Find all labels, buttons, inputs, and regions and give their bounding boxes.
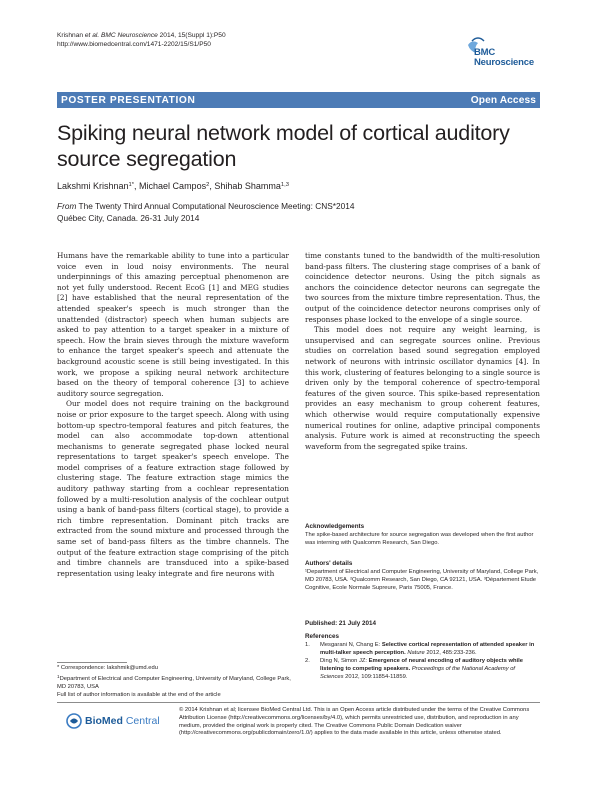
title-line-2: source segregation [57,147,237,171]
author-affil-sup: 1* [128,182,135,188]
reference-journal: Proceedings of the National Academy of Sciences [320,665,516,680]
reference-item [305,658,540,682]
footer-divider [57,702,540,703]
correspondence-footnote [57,665,297,700]
author-affil-sup: 2 [206,182,210,188]
meeting-name: The Twenty Third Annual Computational Neuroscience Meeting: CNS*2014 [76,201,355,211]
body-column-left [57,251,289,579]
author-sep: , [209,181,215,191]
body-paragraph: Humans have the remarkable ability to tune into a particular voice even in loud noisy environments. The neural underpinnings of this amazing perceptual phenomenon are not yet fully understood. Recent EcoG [1] and MEG studies [2] have established that the neural representation of the attended speaker's speech is much stronger than the unattended (distractor) speech when human subjects are asked to pay attention to a target speaker in a mixture of speech. How the brain sieves through the mixture waveform to enhance the target speaker's speech and attenuate the background acoustic scene is still being investigated. In this work, we propose a spiking neural network architecture based on the theory of temporal coherence [3] to achieve auditory source segregation. [57,251,289,398]
reference-authors: Mesgarani N, Chang E: [320,642,382,648]
reference-authors: Ding N, Simon JZ: [320,657,369,664]
article-title [57,120,540,172]
article-type: POSTER PRESENTATION [61,94,196,106]
acknowledgements-heading: Acknowledgements [305,523,365,530]
license-text: © 2014 Krishnan et al; licensee BioMed Central Ltd. This is an Open Access article distributed under the terms of the Creative Commons Attribution License (http://creativecommons.org/licenses/by/4.0), which permits unrestricted use, distribution, and reproduction in any medium, provided the original work is properly cited. The Creative Commons Public Domain Dedication waiver (http://creativecommons.org/publicdomain/zero/1.0/) applies to the data made available in this article, unless otherwise stated. [179,707,530,737]
published-date: Published: 21 July 2014 [305,620,377,627]
authors-details-section [305,560,540,593]
meeting-location: Québec City, Canada. 26-31 July 2014 [57,212,200,223]
published-section [305,620,540,627]
citation-volume: 2014, 15(Suppl 1):P50 [157,32,226,39]
author-name[interactable]: Shihab Shamma [214,181,281,191]
correspondence-affiliation: Department of Electrical and Computer Engineering, University of Maryland, College Park, MD 20783, USA [57,675,291,690]
citation-journal: et al. BMC Neuroscience [84,32,158,39]
biomed-central-logo [66,713,176,729]
correspondence-email[interactable]: * Correspondence: lakshmik@umd.edu [57,665,158,671]
reference-title: Selective cortical representation of attended speaker in multi-talker speech perception. [320,642,535,656]
logo-line-2: Neuroscience [474,57,534,68]
author-sep: , [134,181,140,191]
author-info-note: Full list of author information is available at the end of the article [57,691,221,698]
body-column-right [305,251,540,452]
biomed-central-icon [66,713,82,729]
references-section [305,633,540,682]
citation-authors: Krishnan [57,32,85,39]
reference-title: Emergence of neural encoding of auditory objects while listening to competing speakers. [320,657,523,672]
acknowledgements-text: The spike-based architecture for source segregation was developed when the first author was interning with Qualcomm Research, San Diego. [305,532,534,546]
reference-text[interactable] [320,658,540,682]
author-name[interactable]: Lakshmi Krishnan [57,181,129,191]
authors-details-heading: Authors' details [305,560,353,567]
reference-item [305,642,540,658]
logo-central: Central [122,715,160,727]
article-type-banner [57,92,540,108]
meeting-info [57,201,354,224]
logo-line-1: BMC [474,47,496,58]
reference-number: 1. [305,642,310,648]
from-label: From [57,201,77,211]
reference-volume: 2012, 109:11854-11859. [343,673,408,680]
title-line-1: Spiking neural network model of cortical auditory [57,121,510,145]
author-affil-sup: 1,3 [280,182,289,188]
reference-list [305,642,540,682]
author-name[interactable]: Michael Campos [139,181,207,191]
logo-biomed: BioMed [85,715,123,727]
reference-journal: Nature [405,649,425,656]
author-list [57,181,289,191]
references-heading: References [305,633,339,640]
citation-header [57,31,226,49]
journal-logo-text [474,48,534,68]
affil-sup: 1 [57,673,60,679]
reference-number: 2. [305,657,310,664]
authors-details-text: ¹Department of Electrical and Computer Engineering, University of Maryland, College Park, MD 20783, USA. ²Qualcomm Research, San Diego, CA 92121, USA. ³Département Etude Cognitive, Ecole Normale Supreure, Paris 75005, France. [305,569,539,591]
body-paragraph: This model does not require any weight learning, is unsupervised and can segregate sources online. Previous studies on correlation based sound segregation employed network of neurons with intrinsic oscillator dynamics [4]. In this work, clustering of features belonging to a single source is driven only by the temporal coherence of spectro-temporal features of the given source. This spike-based representation provides an easy mechanism to group coherent features, which otherwise would require computationally expensive numerical routines for online, adaptive principal components analysis. Future work is aimed at reconstructing the speech waveform from the segregated spike trains. [305,325,540,451]
article-url[interactable]: http://www.biomedcentral.com/1471-2202/15/S1/P50 [57,41,211,48]
body-paragraph: time constants tuned to the bandwidth of the multi-resolution band-pass filters. The clustering stage comprises of a bank of coincidence detector neurons. Using the pitch signals as anchors the coincidence detector neurons can segregate the two sources from the mixture timbre representation. Thus, the output of the coincidence detector neurons comprises only of responses phase locked to the envelope of a single source. [305,251,540,324]
acknowledgements-section [305,523,540,548]
reference-text[interactable] [320,642,540,658]
citation-line [57,31,226,40]
reference-volume: 2012, 485:233-236. [424,649,477,656]
footnote-divider [57,662,127,663]
body-paragraph: Our model does not require training on the background noise or prior exposure to the target speech. Along with using bottom-up spectro-temporal features and pitch features, the model can also accommodate top-down attentional mechanisms to generate segregated phase locked neural representations to target speaker's speech envelope. The model comprises of a feature extraction stage followed by clustering stage. The feature extraction stage mimics the auditory pathway starting from a cochlear representation followed by a multi-resolution analysis of the cochlear output using a bank of band-pass filters (cortical stage), to provide a rich timbre representation. Dominant pitch tracks are extracted from the sound mixture and processed through the same set of band-pass filters as the timbre channels. The output of the feature extraction stage comprising of the pitch and timbre channels are transduced into a spike-based representation using leaky integrate and fire neurons with [57,399,289,578]
open-access-label: Open Access [470,94,536,106]
